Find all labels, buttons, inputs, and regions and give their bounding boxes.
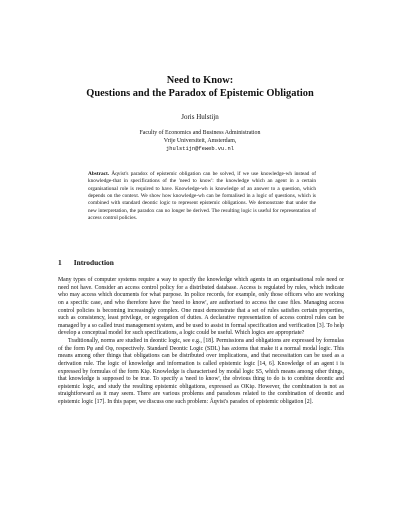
title-line-2: Questions and the Paradox of Epistemic Obligation [86, 88, 314, 99]
abstract-label: Abstract. [88, 171, 110, 177]
abstract-text: Åqvist's paradox of epistemic obligation can be solved, if we use knowledge-wh instead of knowledge-that in specifications of the 'need to know': the knowledge which an agent in a certain organisational role is required to have. Knowledge-wh is knowledge of an answer to a question, which depends on the context. We show how knowledge-wh can be formalised in a logic of questions, which is combined with standard deontic logic to represent epistemic obligations. We demonstrate that under the new interpretation, the paradox can no longer be derived. The resulting logic is useful for representation of access control policies. [88, 171, 316, 222]
section-heading [58, 258, 114, 267]
paper-title [0, 74, 400, 100]
paragraph-2: Traditionally, norms are studied in deontic logic, see e.g., [18]. Permissions and obligations are expressed by formulas of the form Pφ and Oφ, respectively. Standard Deontic Logic (SDL) has axioms that make it a normal modal logic. This means among other things that obligations can be distributed over implications, and that necessitation can be used as a derivation rule. The logic of knowledge and information is called epistemic logic [14, 6]. Knowledge of an agent i is expressed by formulas of the form Kiφ. Knowledge is characterised by modal logic S5, which means among other things, that knowledge is supposed to be true. To specify a 'need to know', the obvious thing to do is to combine deontic and epistemic logic, and study the resulting epistemic obligations, expressed as OKiφ. However, the combination is not as straightforward as it may seem. There are various problems and paradoxes related to the combination of deontic and epistemic logic [17]. In this paper, we discuss one such problem: Åqvist's paradox of epistemic obligation [2]. [58, 338, 344, 405]
author-email: jhulstijn@feweb.vu.nl [166, 146, 234, 152]
author-name: Joris Hulstijn [181, 113, 219, 121]
affiliation-line-1: Faculty of Economics and Business Administration [139, 130, 261, 136]
abstract [88, 171, 316, 222]
body-text [58, 277, 344, 407]
title-line-1: Need to Know: [166, 75, 234, 86]
section-number: 1 [58, 258, 62, 267]
affiliation-line-2: Vrije Universiteit, Amsterdam, [163, 138, 237, 144]
section-title: Introduction [73, 258, 114, 267]
affiliation [0, 129, 400, 153]
paragraph-1: Many types of computer systems require a way to specify the knowledge which agents in an organisational role need or need not have. Consider an access control policy for a distributed database. Access is regulated by rules, which indicate who may access which documents for what purpose. In police records, for example, only those officers who are working on a specific case, and who therefore have the 'need to know', are authorised to access the case files. Managing access control policies is becoming increasingly complex. One must demonstrate that a set of rules satisfies certain properties, such as consistency, least privilege, or segregation of duties. A declarative representation of access control rules can be managed by a so called trust management system, and be used to assist in formal specification and verification [3]. To help develop a conceptual model for such specifications, a logic could be useful. Which logics are appropriate? [58, 277, 344, 337]
